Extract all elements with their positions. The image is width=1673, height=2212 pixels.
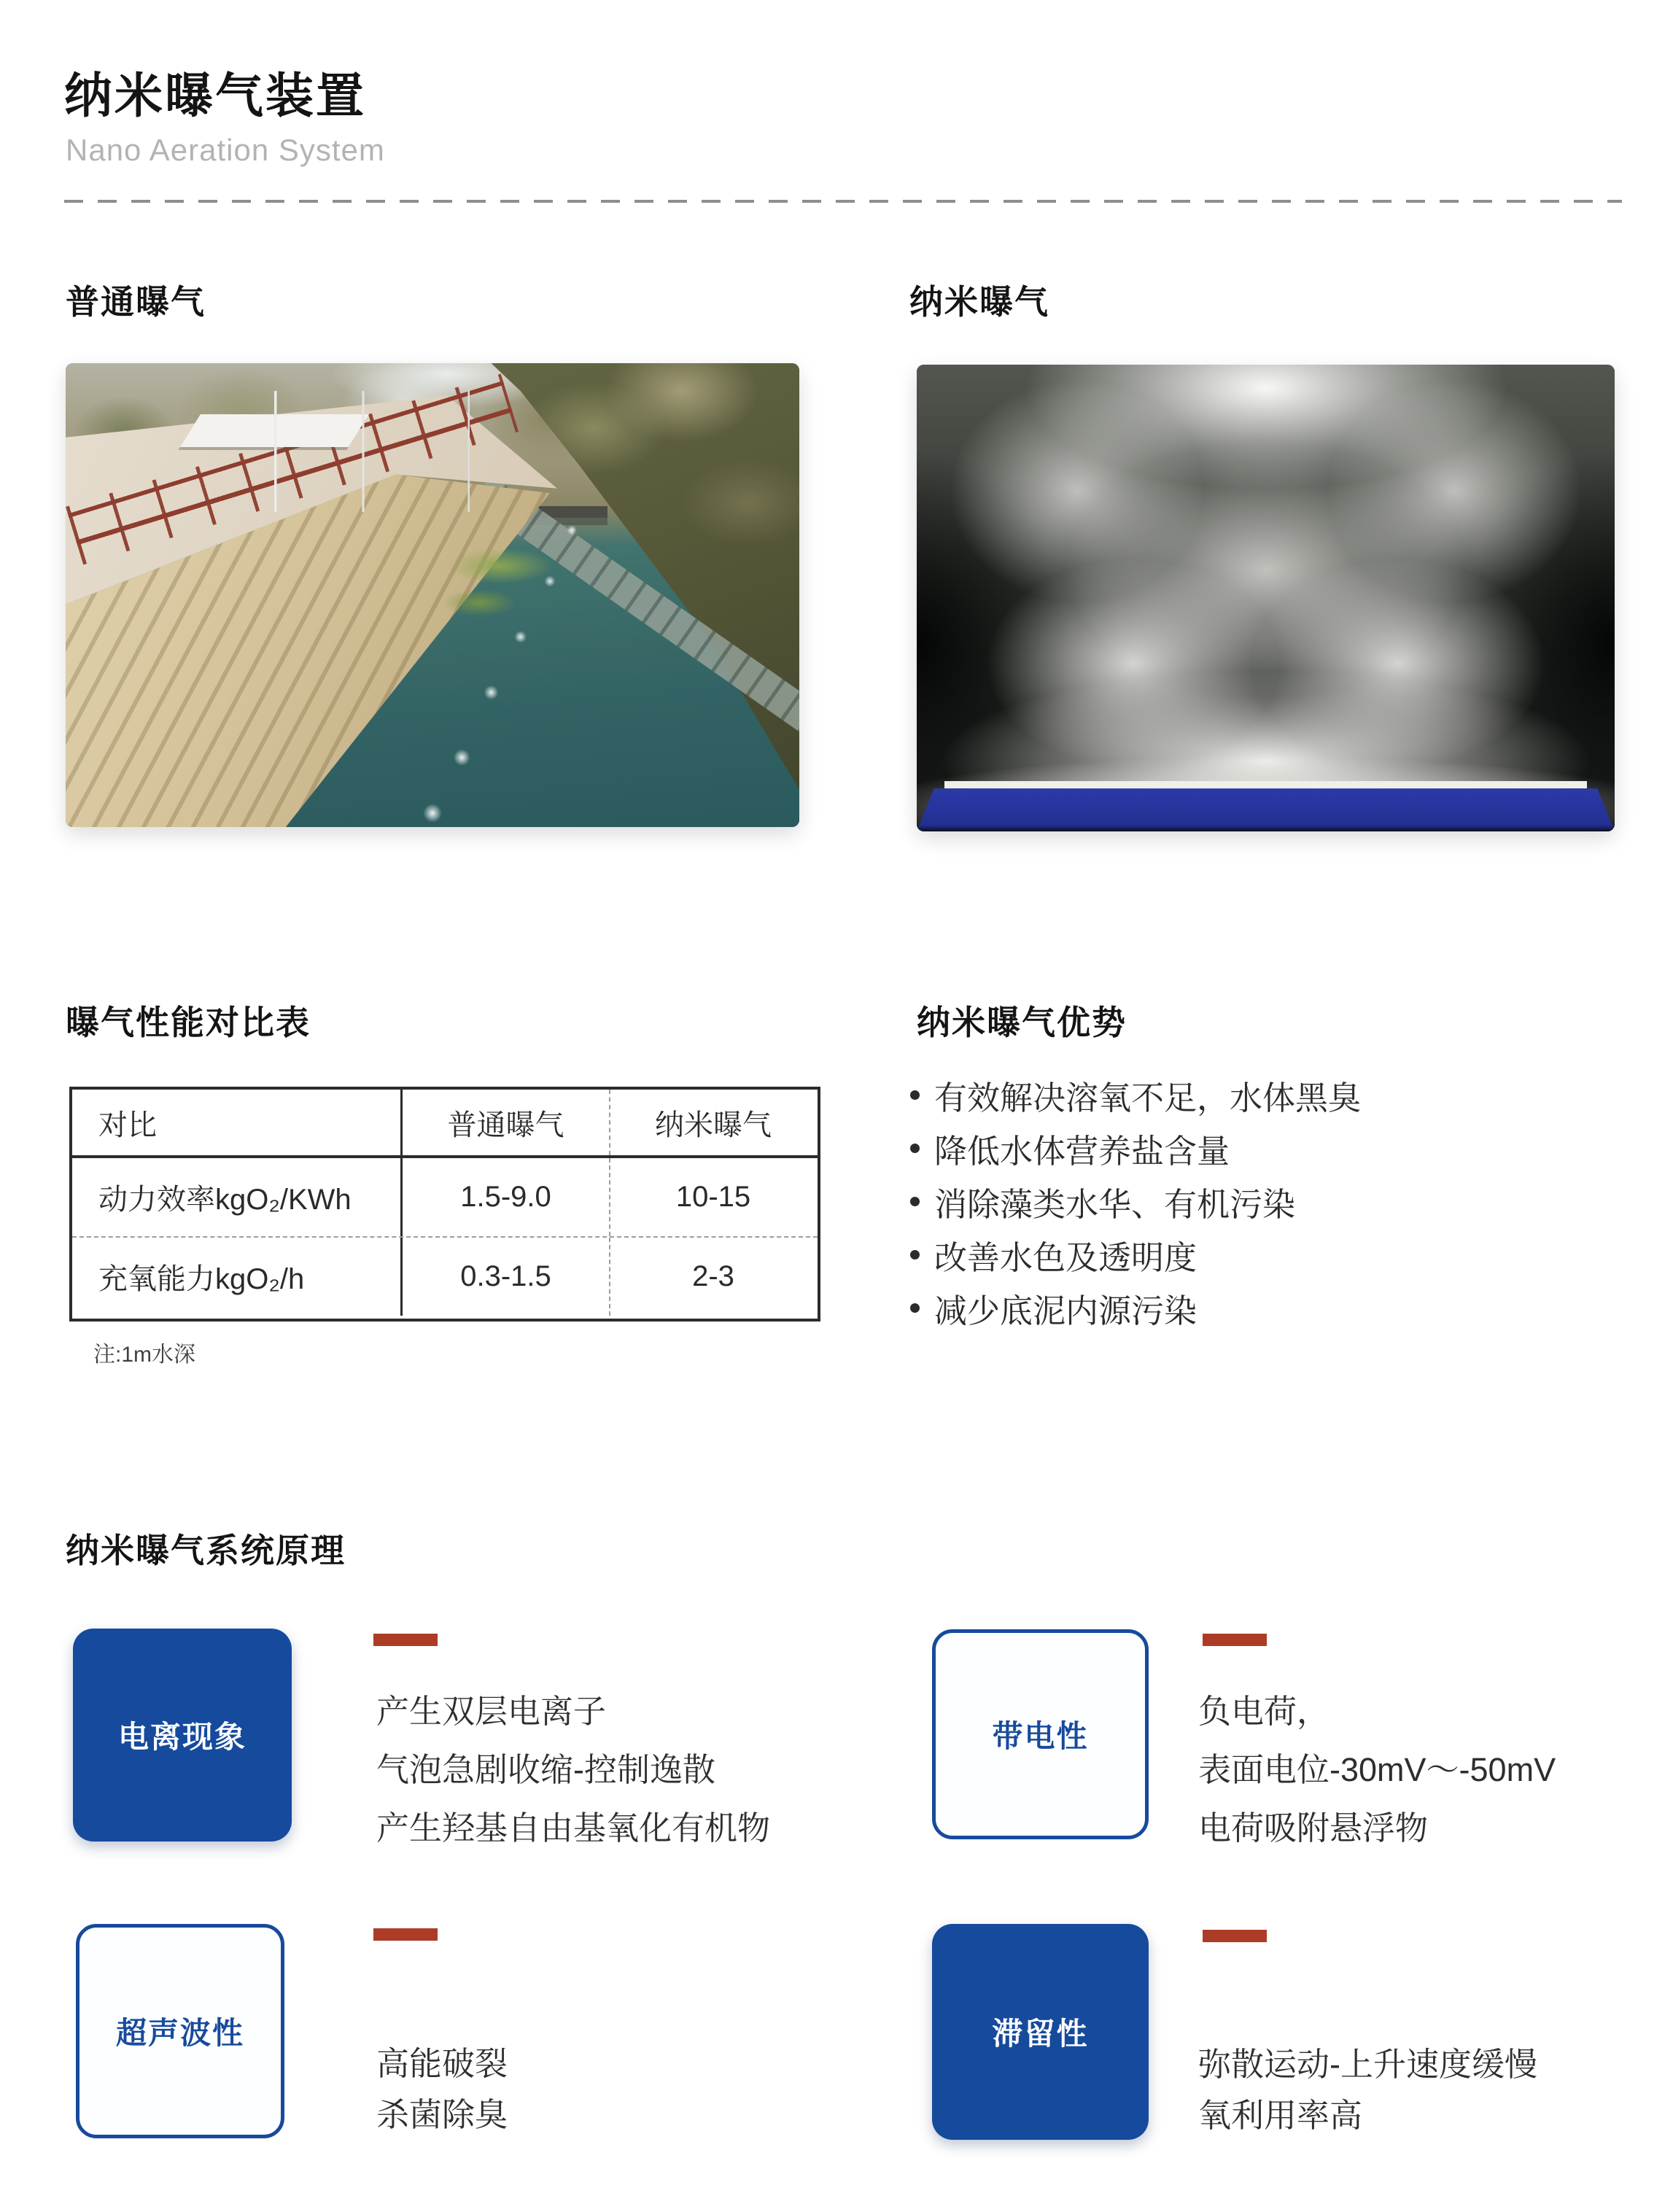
description-line: 电荷吸附悬浮物 [1198,1809,1429,1847]
table-header-compare: 对比 [98,1109,157,1141]
description-line: 负电荷， [1198,1693,1330,1730]
principle-card-ionization [73,1629,292,1842]
description-line: 表面电位-30mV～-50mV [1198,1751,1556,1788]
description-line: 高能破裂 [376,2045,508,2082]
principle-card-charged [932,1629,1149,1839]
principle-description [1198,2039,1537,2141]
table-note: 注:1m水深 [93,1343,196,1367]
bullet-dot [910,1090,920,1100]
card-label: 滞留性 [992,2017,1089,2051]
card-label: 电离现象 [117,1720,247,1754]
list-item [910,1238,1361,1276]
bullet-dot [910,1250,920,1260]
principle-card-retention [932,1924,1149,2140]
row-ordinary-value: 1.5-9.0 [400,1158,609,1236]
table-row [72,1238,818,1316]
section-label-nano-aeration: 纳米曝气 [909,283,1049,321]
dashed-divider [64,200,1622,203]
advantage-text: 有效解决溶氧不足，水体黑臭 [934,1079,1362,1117]
page-title: 纳米曝气装置 [64,69,366,123]
principle-section-title: 纳米曝气系统原理 [66,1532,346,1569]
table-header-row [72,1090,818,1158]
accent-dash [373,1928,438,1941]
advantages-list [910,1078,1361,1344]
principle-card-ultrasonic [76,1924,284,2138]
description-line: 气泡急剧收缩-控制逸散 [376,1751,715,1788]
card-label: 带电性 [992,1719,1089,1753]
row-ordinary-value: 0.3-1.5 [400,1238,609,1316]
principle-description [376,2038,508,2141]
bullet-dot [910,1197,920,1206]
principle-description [1198,1683,1556,1858]
table-row [72,1158,818,1238]
principle-description [376,1683,770,1858]
advantages-title: 纳米曝气优势 [917,1004,1127,1041]
advantage-text: 消除藻类水华、有机污染 [934,1185,1296,1223]
list-item [910,1131,1361,1170]
accent-dash [373,1634,438,1646]
table-header-nano: 纳米曝气 [609,1090,816,1155]
list-item [910,1078,1362,1117]
description-line: 产生羟基自由基氧化有机物 [376,1809,771,1847]
list-item [910,1291,1361,1330]
row-label: 动力效率kgO₂/KWh [98,1184,352,1216]
advantage-text: 减少底泥内源污染 [934,1292,1198,1330]
ordinary-aeration-photo [66,363,799,827]
advantage-text: 降低水体营养盐含量 [934,1132,1230,1170]
comparison-table [69,1087,820,1322]
bullet-dot [910,1144,920,1153]
description-line: 产生双层电离子 [376,1693,607,1730]
description-line: 杀菌除臭 [376,2096,508,2133]
page-subtitle: Nano Aeration System [66,133,385,167]
nano-aeration-photo [917,365,1615,831]
row-label: 充氧能力kgO₂/h [98,1263,305,1295]
accent-dash [1203,1634,1267,1646]
bubble-blue-base [917,788,1615,831]
advantage-text: 改善水色及透明度 [934,1238,1198,1276]
table-header-ordinary: 普通曝气 [400,1090,609,1155]
list-item [910,1184,1361,1223]
bullet-dot [910,1303,920,1313]
bubble-tank-edge [944,781,1586,788]
accent-dash [1203,1930,1267,1942]
section-label-ordinary-aeration: 普通曝气 [66,283,206,321]
description-line: 弥散运动-上升速度缓慢 [1198,2046,1537,2083]
bubble-mist-plume [917,365,1615,831]
row-nano-value: 2-3 [609,1238,816,1316]
card-label: 超声波性 [115,2016,244,2050]
river-aeration-bubbles [66,363,799,827]
row-nano-value: 10-15 [609,1158,816,1236]
comparison-table-title: 曝气性能对比表 [66,1004,311,1041]
description-line: 氧利用率高 [1198,2097,1363,2134]
